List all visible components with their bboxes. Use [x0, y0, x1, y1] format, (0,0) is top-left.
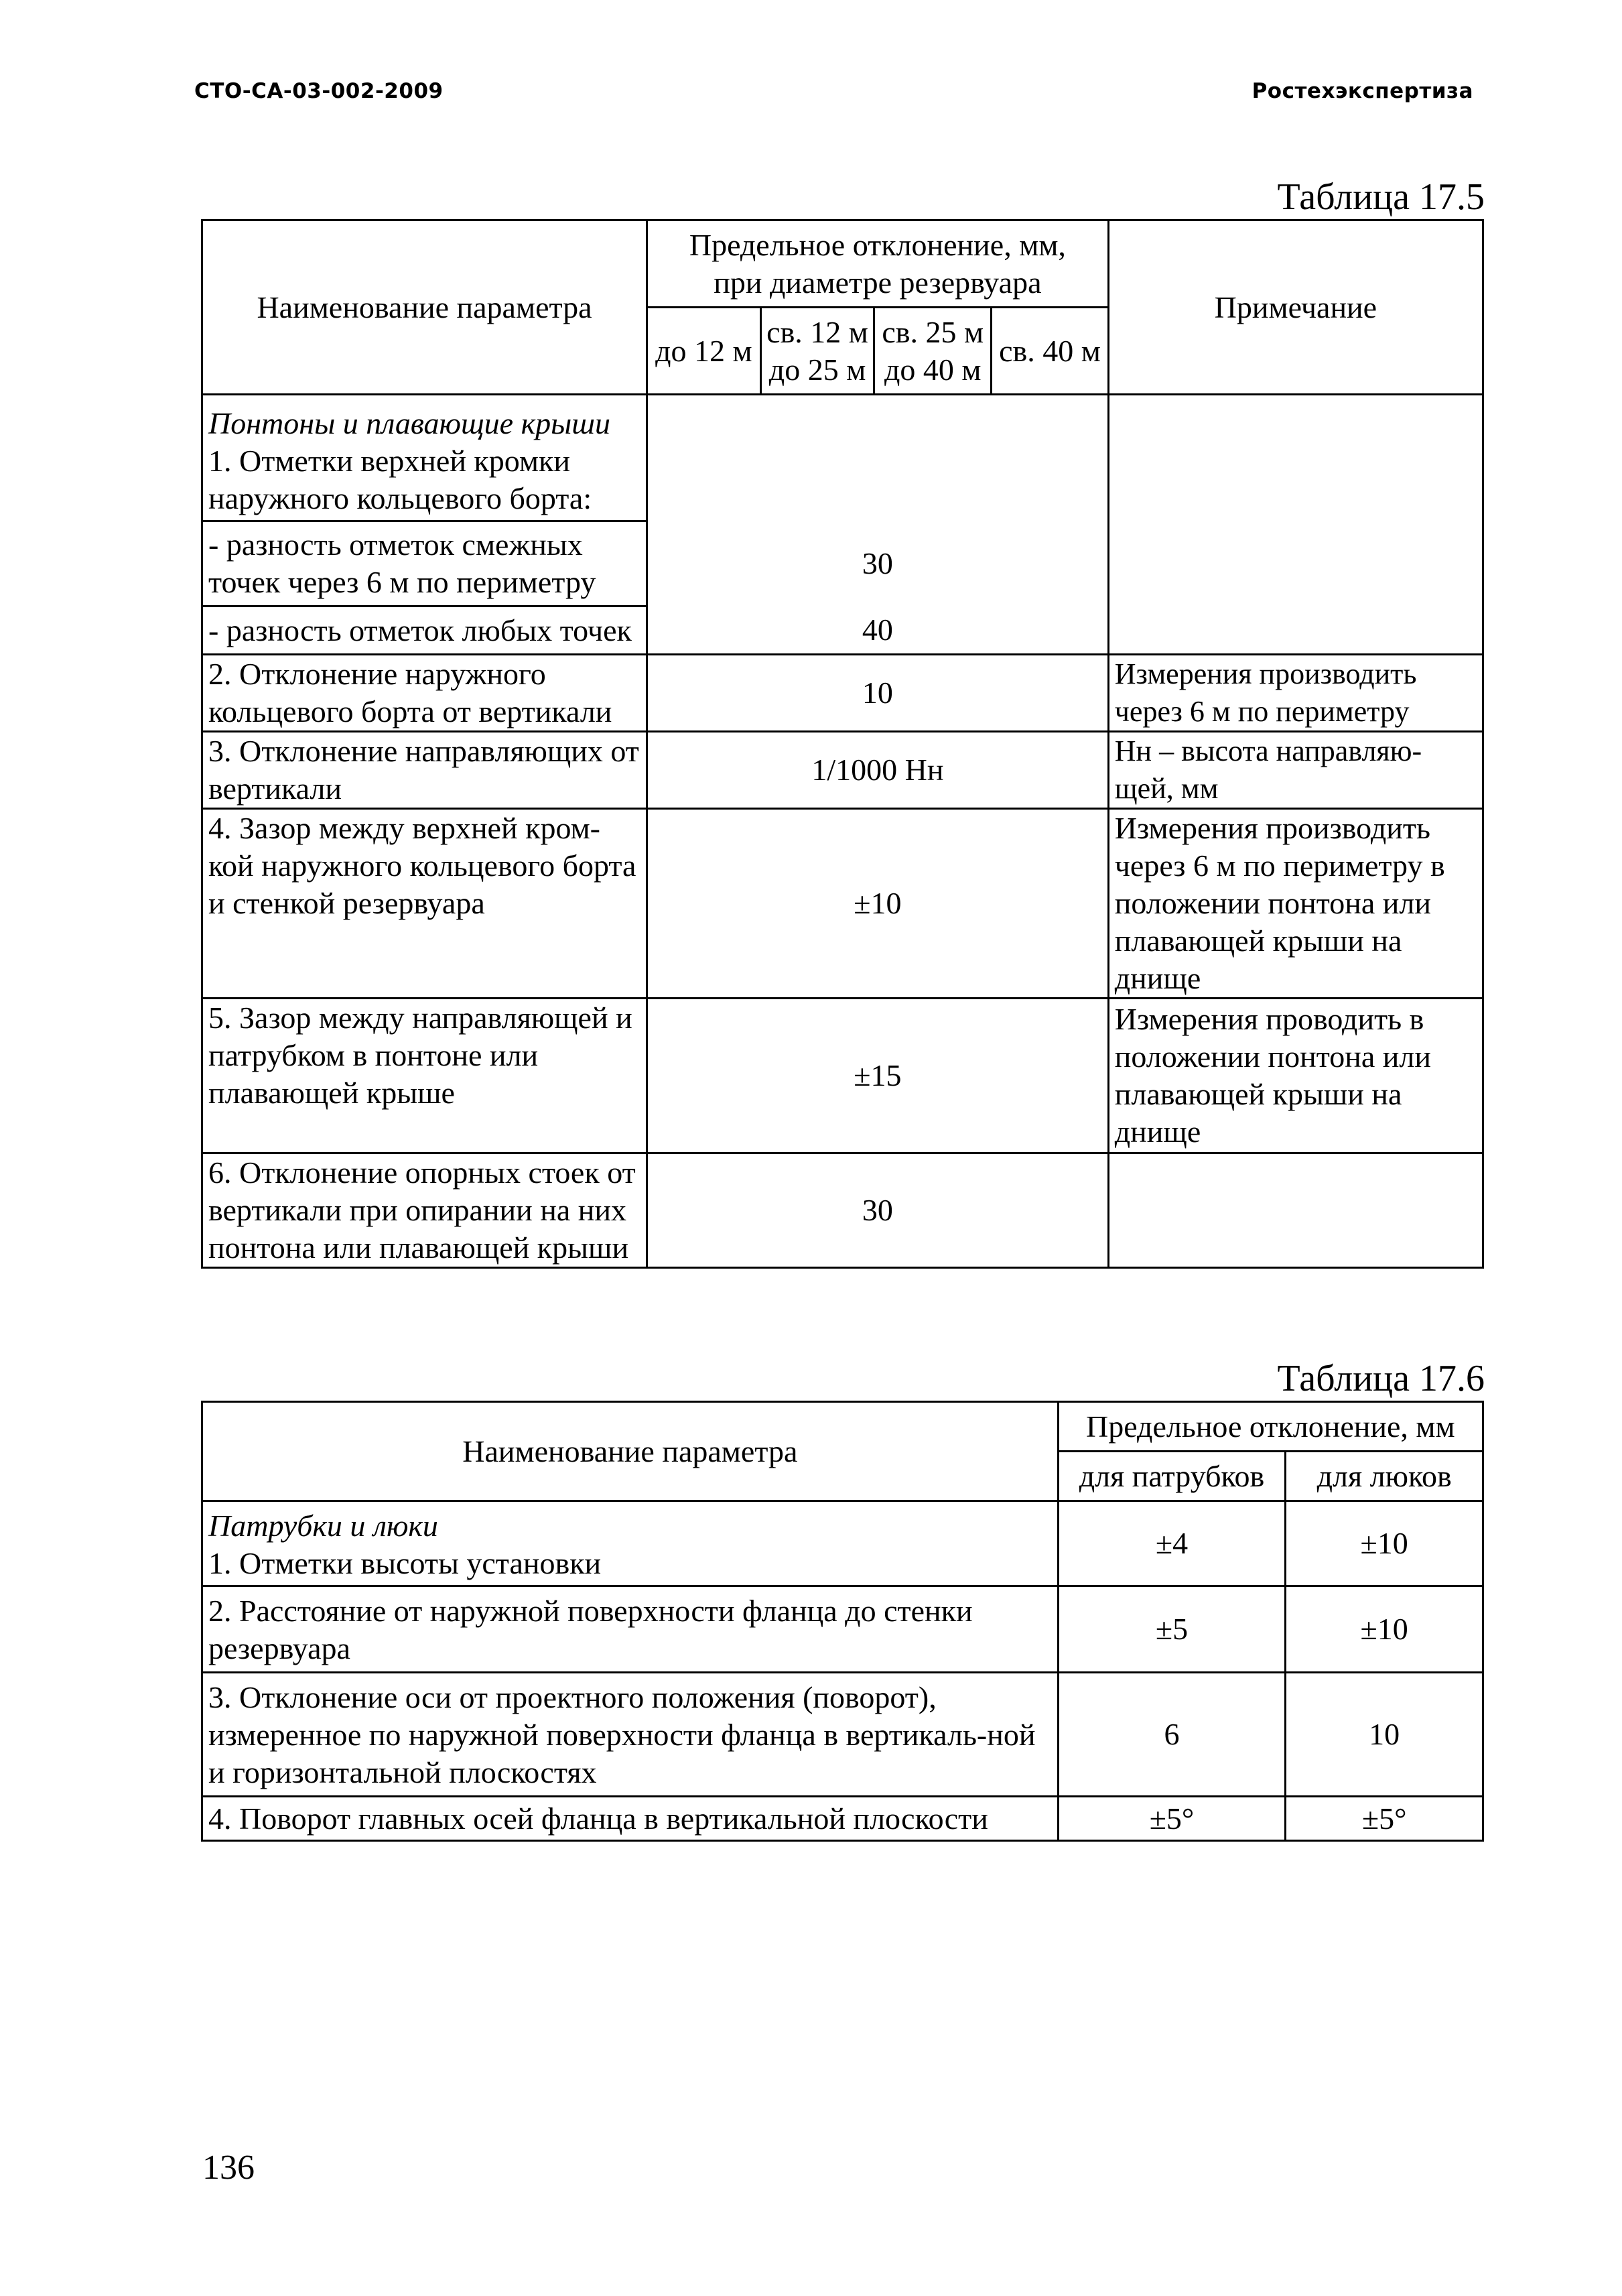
param-cell: 5. Зазор между направляющей и патрубком в понтоне или плавающей крыше: [202, 999, 647, 1153]
table-17-5: [201, 219, 1484, 1269]
table-17-6: [201, 1401, 1484, 1842]
value-cell: ±10: [1286, 1586, 1483, 1673]
header-deviation: Предельное отклонение, мм: [1058, 1402, 1483, 1452]
param-cell: 4. Зазор между верхней кром-кой наружного кольцевого борта и стенкой резервуара: [202, 809, 647, 999]
header-diameter-3-line2: до 40 м: [884, 352, 982, 387]
param-text: 1. Отметки верхней кромки наружного кольцевого борта:: [208, 444, 592, 515]
section-title: Патрубки и люки: [208, 1509, 438, 1543]
param-cell: 3. Отклонение оси от проектного положения (поворот), измеренное по наружной поверхности фланца в вертикаль-ной и горизонтальной плоскостях: [202, 1673, 1059, 1797]
page-number: 136: [202, 2149, 255, 2187]
param-cell: 2. Расстояние от наружной поверхности фланца до стенки резервуара: [202, 1586, 1059, 1673]
note-cell: Нн – высота направляю-щей, мм: [1108, 732, 1483, 809]
table-row: [202, 1673, 1483, 1797]
value-cell: ±10: [647, 809, 1109, 999]
header-diameter-1: до 12 м: [647, 308, 761, 395]
note-cell: Измерения производить через 6 м по периметру в положении понтона или плавающей крыши на днище: [1108, 809, 1483, 999]
table-17-5-caption: Таблица 17.5: [1277, 176, 1485, 218]
param-cell: 2. Отклонение наружного кольцевого борта от вертикали: [202, 655, 647, 732]
table-row: [202, 999, 1483, 1153]
table-row: [202, 732, 1483, 809]
header-flanges: для патрубков: [1058, 1452, 1286, 1501]
param-cell: 4. Поворот главных осей фланца в вертикальной плоскости: [202, 1797, 1059, 1841]
header-deviation-line2: при диаметре резервуара: [714, 265, 1042, 300]
document-code: СТО-СА-03-002-2009: [194, 79, 444, 103]
header-diameter-2-line2: до 25 м: [768, 352, 866, 387]
header-param: Наименование параметра: [202, 1402, 1059, 1501]
table-row: [202, 1501, 1483, 1586]
param-cell: [202, 1501, 1059, 1586]
table-header-row: [202, 220, 1483, 308]
value-cell: 10: [647, 655, 1109, 732]
header-hatches: для люков: [1286, 1452, 1483, 1501]
value-cell: [647, 395, 1109, 521]
section-title: Понтоны и плавающие крыши: [208, 406, 610, 440]
value-cell: 30: [647, 521, 1109, 607]
header-deviation: [647, 220, 1109, 308]
value-cell: ±15: [647, 999, 1109, 1153]
value-cell: 6: [1058, 1673, 1286, 1797]
note-cell: Измерения производить через 6 м по периметру: [1108, 655, 1483, 732]
value-cell: ±4: [1058, 1501, 1286, 1586]
param-cell: [202, 395, 647, 521]
value-cell: ±5°: [1058, 1797, 1286, 1841]
table-row: [202, 1797, 1483, 1841]
header-param: Наименование параметра: [202, 220, 647, 395]
param-cell: - разность отметок любых точек: [202, 607, 647, 655]
table-row: [202, 395, 1483, 521]
note-cell: Измерения проводить в положении понтона или плавающей крыши на днище: [1108, 999, 1483, 1153]
param-cell: 6. Отклонение опорных стоек от вертикали при опирании на них понтона или плавающей крыши: [202, 1153, 647, 1268]
value-cell: 1/1000 Нн: [647, 732, 1109, 809]
organization-name: Ростехэкспертиза: [1252, 79, 1473, 103]
value-cell: ±5: [1058, 1586, 1286, 1673]
table-row: [202, 655, 1483, 732]
header-diameter-2-line1: св. 12 м: [766, 314, 868, 349]
table-row: [202, 1153, 1483, 1268]
table-row: [202, 1586, 1483, 1673]
header-diameter-2: [760, 308, 874, 395]
param-text: 1. Отметки высоты установки: [208, 1546, 602, 1580]
note-cell: [1108, 1153, 1483, 1268]
param-cell: - разность отметок смежных точек через 6 м по периметру: [202, 521, 647, 607]
value-cell: ±10: [1286, 1501, 1483, 1586]
value-cell: ±5°: [1286, 1797, 1483, 1841]
header-deviation-line1: Предельное отклонение, мм,: [689, 227, 1066, 262]
value-cell: 40: [647, 607, 1109, 655]
table-17-6-caption: Таблица 17.6: [1277, 1358, 1485, 1399]
header-diameter-3: [874, 308, 992, 395]
param-cell: 3. Отклонение направляющих от вертикали: [202, 732, 647, 809]
note-cell: [1108, 395, 1483, 655]
value-cell: 30: [647, 1153, 1109, 1268]
value-cell: 10: [1286, 1673, 1483, 1797]
table-row: [202, 809, 1483, 999]
header-diameter-3-line1: св. 25 м: [882, 314, 984, 349]
header-note: Примечание: [1108, 220, 1483, 395]
table-header-row: [202, 1402, 1483, 1452]
header-diameter-4: св. 40 м: [992, 308, 1109, 395]
